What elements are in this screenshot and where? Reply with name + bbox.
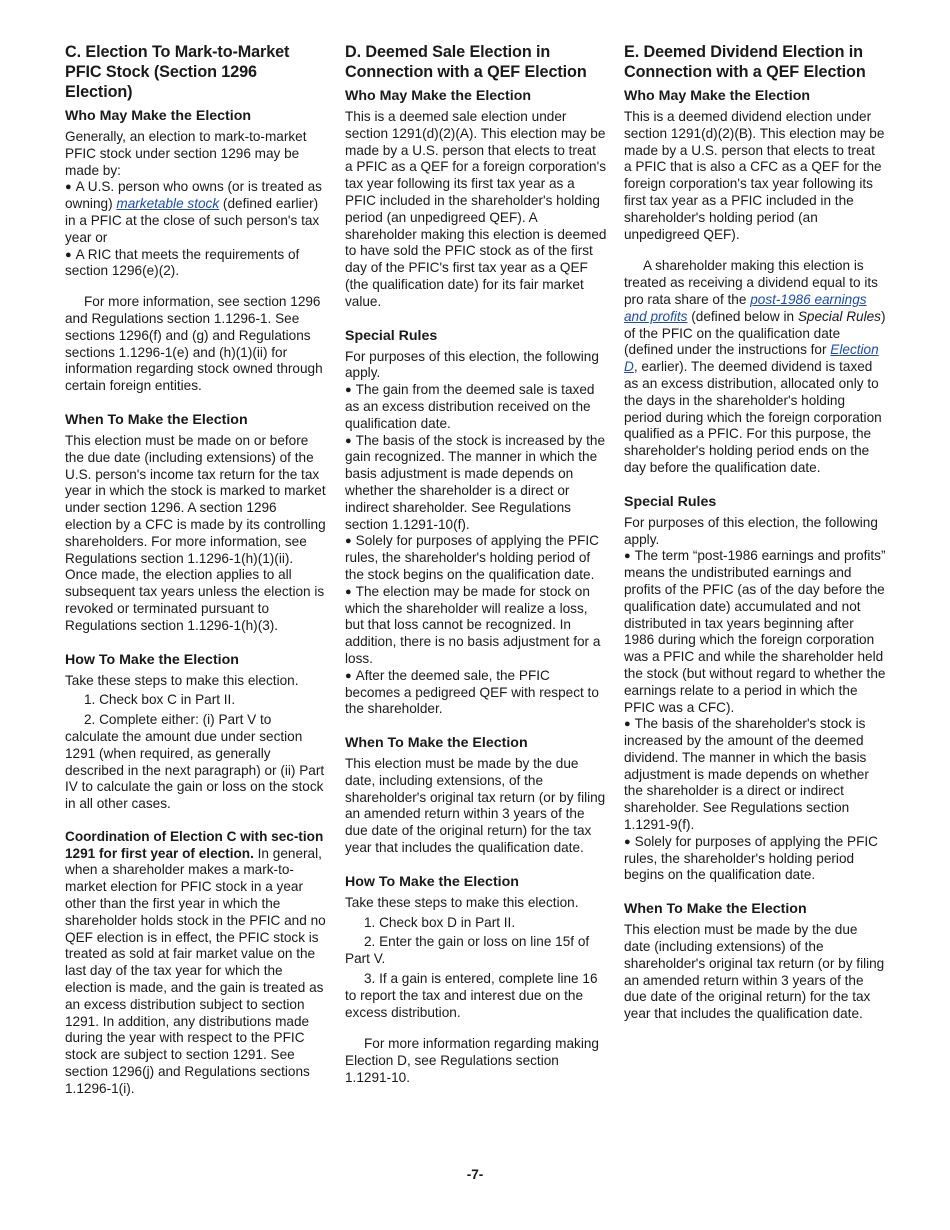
special-intro-d: For purposes of this election, the following apply. <box>345 348 599 381</box>
who-text-d: This is a deemed sale election under section 1291(d)(2)(A). This election may be made by a U.S. person that elects to treat a PFIC as a QEF for a foreign corporation's tax year following its first tax year as a PFIC included in the shareholder's holding period (an unpedigreed QEF). A shareholder making this election is deemed to have sold the PFIC stock as of the first day of the PFIC's first tax year as a QEF (the qualification date) for its fair market value. <box>345 109 607 309</box>
special-bullet-3-d: ● Solely for purposes of applying the PFIC rules, the shareholder's holding period of the stock begins on the qualification date. <box>345 533 599 582</box>
special-intro-e: For purposes of this election, the following apply. <box>624 514 878 547</box>
special-bullet-3-e: ● Solely for purposes of applying the PFIC rules, the shareholder's holding period begins on the qualification date. <box>624 833 878 883</box>
how-heading-d: How To Make the Election <box>345 873 519 890</box>
bullet-icon: ● <box>345 535 352 548</box>
special-bullet-2-d: ● The basis of the stock is increased by the gain recognized. The manner in which the basis adjustment is made depends on whether the shareholder is a direct or indirect shareholder. See Regulations section 1.1291-10(f). <box>345 432 606 532</box>
bullet-icon: ● <box>65 181 72 194</box>
special-bullet-1-d: ● The gain from the deemed sale is taxed as an excess distribution received on the qualification date. <box>345 382 595 431</box>
column-election-e <box>624 40 886 1023</box>
section-title-c: C. Election To Mark-to-Market PFIC Stock (Section 1296 Election) <box>65 43 290 101</box>
who-bullet-2-c: ● A RIC that meets the requirements of section 1296(e)(2). <box>65 246 300 279</box>
section-title-e: E. Deemed Dividend Election in Connection with a QEF Election <box>624 43 866 81</box>
column-election-d <box>345 40 607 1087</box>
who-heading-c: Who May Make the Election <box>65 108 252 124</box>
who-heading-d: Who May Make the Election <box>345 88 532 104</box>
how-intro-c: Take these steps to make this election. <box>65 672 299 688</box>
deemed-dividend-paragraph-e: A shareholder making this election is treated as receiving a dividend equal to its pro rata share of the post-1986 earnings and profits (defined below in Special Rules) of the PFIC on the qualification date (defined under the instructions for Election D, earlier). The deemed dividend is taxed as an excess distribution, allocated only to the days in the shareholder's holding period during which the foreign corporation qualified as a PFIC. For this purpose, the shareholder's holding period ends on the day before the qualification date. <box>624 258 886 475</box>
who-more-c: For more information, see section 1296 and Regulations section 1.1296-1. See sections 1296(f) and (g) and Regulations sections 1.1296-1(e) and (h)(1)(ii) for information regarding stock owned through certain foreign entities. <box>65 294 323 394</box>
coordination-heading: Coordination of Election C with sec-tion 1291 for first year of election. <box>65 828 324 861</box>
bullet-icon: ● <box>345 669 352 682</box>
bullet-icon: ● <box>624 550 631 563</box>
how-step-2-c: 2. Complete either: (i) Part V to calculate the amount due under section 1291 (when required, as generally described in the next paragraph) or (ii) Part IV to calculate the gain or loss on the stock in all other cases. <box>65 712 325 812</box>
who-text-e: This is a deemed dividend election under section 1291(d)(2)(B). This election may be made by a U.S. person that elects to treat a PFIC that is also a CFC as a QEF for the foreign corporation's tax year following its first tax year as a PFIC included in the shareholder's holding period (an unpedigreed QEF). <box>624 109 885 242</box>
who-heading-e: Who May Make the Election <box>624 88 811 104</box>
who-bullet-1-c: ● A U.S. person who owns (or is treated as owning) marketable stock (defined earlier) in a PFIC at the close of such person's tax year or <box>65 179 322 245</box>
section-title-d: D. Deemed Sale Election in Connection with a QEF Election <box>345 43 587 81</box>
bullet-icon: ● <box>345 585 352 598</box>
bullet-icon: ● <box>624 718 631 731</box>
how-more-d: For more information regarding making Election D, see Regulations section 1.1291-10. <box>345 1036 599 1086</box>
when-text-c: This election must be made on or before the due date (including extensions) of the U.S. person's income tax return for the tax year in which the stock is marked to market under section 1296. A section 1296 election by a CFC is made by its controlling shareholders. For more information, see Regulations section 1.1296-1(h)(1)(ii). Once made, the election applies to all subsequent tax years unless the election is revoked or terminated pursuant to Regulations section 1.1296-1(h)(3). <box>65 432 326 633</box>
when-heading-d: When To Make the Election <box>345 735 528 752</box>
special-bullet-4-d: ● The election may be made for stock on which the shareholder will realize a loss, but that loss cannot be recognized. In addition, there is no basis adjustment for a loss. <box>345 583 601 666</box>
coordination-paragraph-c: Coordination of Election C with sec-tion 1291 for first year of election. In general, when a shareholder makes a mark-to-market election for PFIC stock in a year other than the first year in which the shareholder holds stock in the PFIC and no QEF election is in effect, the PFIC stock is treated as sold at fair market value on the last day of the tax year for which the election is made, and the gain is treated as an excess distribution subject to section 1291. In addition, any distributions made during the year with respect to the PFIC stock are subject to section 1291. See section 1296(j) and Regulations sections 1.1296-1(i). <box>65 828 326 1096</box>
election-d-link[interactable]: Election D <box>624 342 879 375</box>
how-step-2-d: 2. Enter the gain or loss on line 15f of Part V. <box>345 934 590 967</box>
when-text-e: This election must be made by the due date (including extensions) of the shareholder's original tax return (or by filing an amended return within 3 years of the due date of the original return) for the tax year that includes the qualification date. <box>624 922 885 1022</box>
when-heading-c: When To Make the Election <box>65 411 248 428</box>
bullet-icon: ● <box>345 384 352 397</box>
special-heading-d: Special Rules <box>345 327 438 344</box>
special-bullet-1-e: ● The term “post-1986 earnings and profits” means the undistributed earnings and profits of the PFIC (as of the day before the qualification date) accumulated and not distributed in tax years beginning after 1986 during which the foreign corporation was a PFIC and while the shareholder held the stock (but without regard to whether the earnings relate to a period in which the PFIC was a CFC). <box>624 548 886 715</box>
how-intro-d: Take these steps to make this election. <box>345 894 579 910</box>
bullet-icon: ● <box>624 835 631 848</box>
how-step-1-c: 1. Check box C in Part II. <box>84 692 236 708</box>
how-step-3-d: 3. If a gain is entered, complete line 16 to report the tax and interest due on the excess distribution. <box>345 971 598 1020</box>
page-number: -7- <box>466 1167 484 1182</box>
bullet-icon: ● <box>65 248 72 261</box>
bullet-icon: ● <box>345 434 352 447</box>
when-heading-e: When To Make the Election <box>624 901 807 918</box>
who-intro-c: Generally, an election to mark-to-market PFIC stock under section 1296 may be made by: <box>65 129 307 178</box>
special-heading-e: Special Rules <box>624 493 717 510</box>
special-bullet-5-d: ● After the deemed sale, the PFIC becomes a pedigreed QEF with respect to the shareholder. <box>345 667 599 717</box>
when-text-d: This election must be made by the due date, including extensions, of the shareholder's original tax return (or by filing an amended return within 3 years of the due date of the original return) for the tax year that includes the qualification date. <box>345 756 606 856</box>
special-bullet-2-e: ● The basis of the shareholder's stock is increased by the amount of the deemed dividend. The manner in which the basis adjustment is made depends on whether the shareholder is a direct or indirect shareholder. See Regulations section 1.1291-9(f). <box>624 716 869 833</box>
marketable-stock-link[interactable]: marketable stock <box>116 196 220 212</box>
how-step-1-d: 1. Check box D in Part II. <box>364 914 516 930</box>
how-heading-c: How To Make the Election <box>65 651 239 668</box>
column-election-c <box>65 40 327 1098</box>
post-1986-earnings-link[interactable]: post-1986 earnings and profits <box>624 291 867 324</box>
